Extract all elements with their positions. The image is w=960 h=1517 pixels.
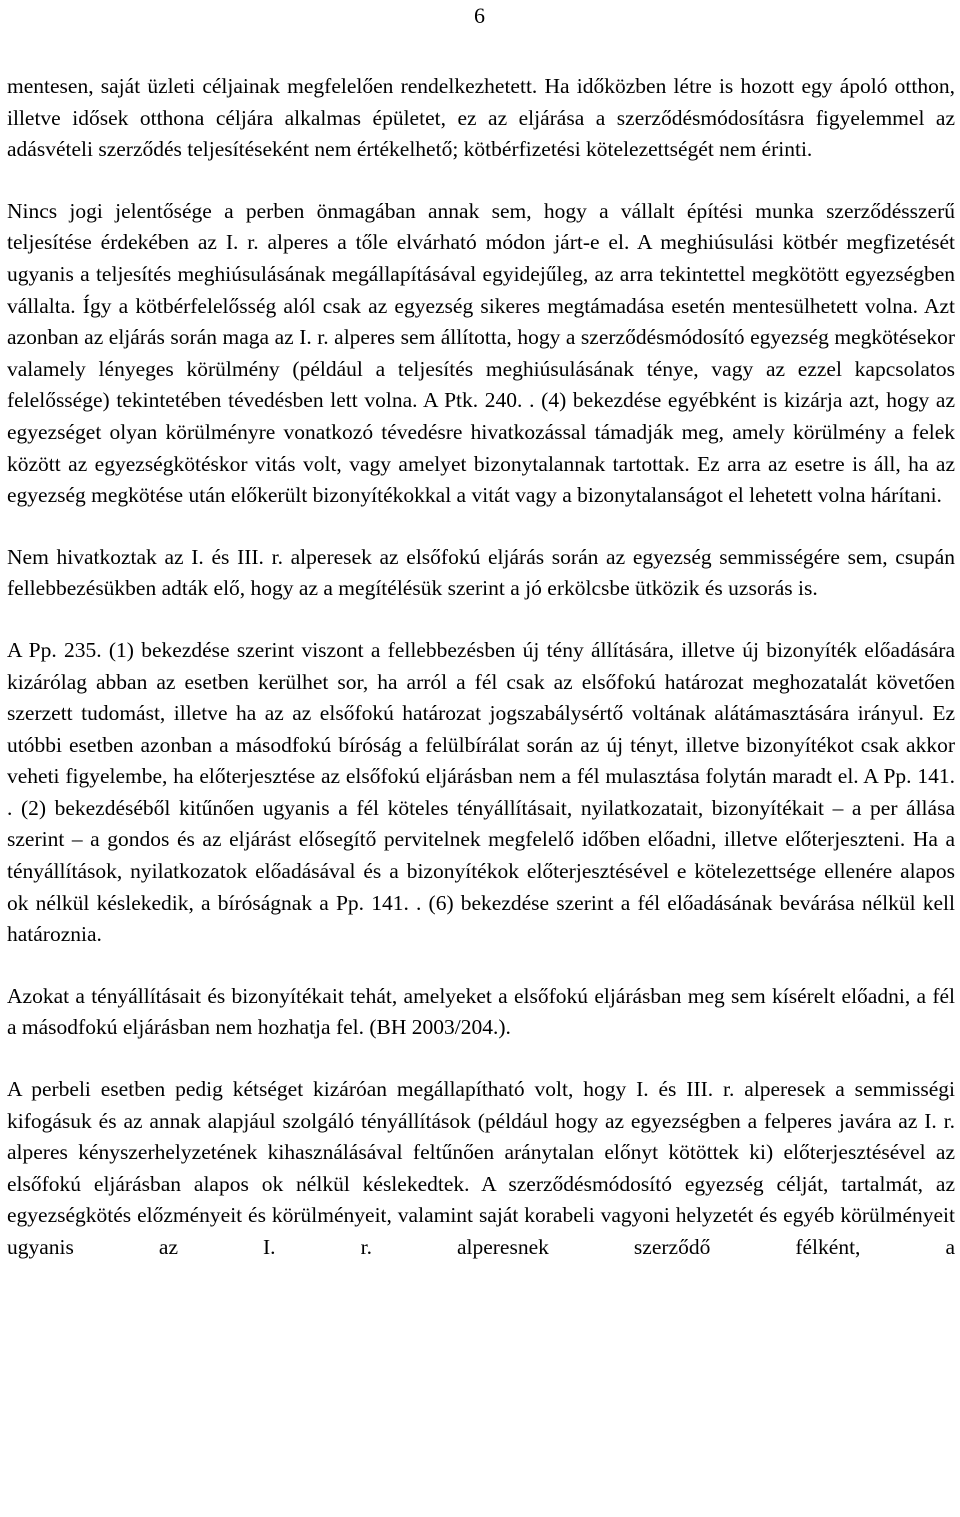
- paragraph-5: Azokat a tényállításait és bizonyítékait tehát, amelyeket a elsőfokú eljárásban meg sem kísérelt előadni, a fél a másodfokú eljárásban nem hozhatja fel. (BH 2003/204.).: [7, 983, 955, 1040]
- page-number: 6: [474, 3, 485, 28]
- paragraph-4: A Pp. 235. (1) bekezdése szerint viszont a fellebbezésben új tény állítására, illetve új bizonyíték előadására kizárólag abban az esetben kerülhet sor, ha arról a fél csak az elsőfokú határozat meghozatalát követően szerzett tudomást, illetve ha az az elsőfokú határozat jogszabálysértő voltának alátámasztására irányul. Ez utóbbi esetben azonban a másodfokú bíróság a felülbírálat során az új tényt, illetve bizonyítékot csak akkor veheti figyelembe, ha előterjesztése az elsőfokú eljárásban nem a fél mulasztása folytán maradt el. A Pp. 141. . (2) bekezdéséből kitűnően ugyanis a fél köteles tényállításait, nyilatkozatait, bizonyítékait – a per állása szerint – a gondos és az eljárást elősegítő pervitelnek megfelelő időben előadni, illetve előterjeszteni. Ha a tényállítások, nyilatkozatok előadásával és a bizonyítékok előterjesztésével e kötelezettsége ellenére alapos ok nélkül késlekedik, a bíróságnak a Pp. 141. . (6) bekezdése szerint a fél előadásának bevárása nélkül kell határoznia.: [7, 637, 955, 947]
- paragraph-2: Nincs jogi jelentősége a perben önmagában annak sem, hogy a vállalt építési munka szerződésszerű teljesítése érdekében az I. r. alperes a tőle elvárható módon járt-e el. A meghiúsulási kötbér megfizetését ugyanis a teljesítés meghiúsulásának megállapításával egyidejűleg, az arra tekintettel megkötött egyezségben vállalta. Így a kötbérfelelősség alól csak az egyezség sikeres megtámadása esetén mentesülhetett volna. Azt azonban az eljárás során maga az I. r. alperes sem állította, hogy a szerződésmódosító egyezség megkötésekor valamely lényeges körülmény (például a teljesítés meghiúsulásának ténye, vagy az ezzel kapcsolatos felelőssége) tekintetében tévedésben lett volna. A Ptk. 240. . (4) bekezdése egyébként is kizárja azt, hogy az egyezséget olyan körülményre vonatkozó tévedésre hivatkozással támadják meg, amely körülmény a felek között az egyezségkötéskor vitás volt, vagy amelyet bizonytalannak tartottak. Ez arra az esetre is áll, ha az egyezség megkötése után előkerült bizonyítékokkal a vitát vagy a bizonytalanságot el lehetett volna hárítani.: [7, 198, 955, 508]
- paragraph-1: mentesen, saját üzleti céljainak megfelelően rendelkezhetett. Ha időközben létre is hozott egy ápoló otthon, illetve idősek otthona céljára alkalmas épületet, ez az eljárása a szerződésmódosításra figyelemmel az adásvételi szerződés teljesítéseként nem értékelhető; kötbérfizetési kötelezettségét nem érinti.: [7, 74, 955, 162]
- document-body: [7, 71, 955, 1264]
- paragraph-3: Nem hivatkoztak az I. és III. r. alperesek az elsőfokú eljárás során az egyezség semmisségére sem, csupán fellebbezésükben adták elő, hogy az a megítélésük szerint a jó erkölcsbe ütközik és uzsorás is.: [7, 544, 955, 601]
- paragraph-6: A perbeli esetben pedig kétséget kizáróan megállapítható volt, hogy I. és III. r. alperesek a semmisségi kifogásuk és az annak alapjául szolgáló tényállítások (például hogy az egyezségben a felperes javára az I. r. alperes kényszerhelyzetének kihasználásával feltűnően aránytalan előnyt kötöttek ki) előterjesztésével az elsőfokú eljárásban alapos ok nélkül késlekedtek. A szerződésmódosító egyezség célját, tartalmát, az egyezségkötés előzményeit és körülményeit, valamint saját korabeli vagyoni helyzetét és egyéb körülményeit ugyanis az I. r. alperesnek szerződő félként, a: [7, 1077, 955, 1259]
